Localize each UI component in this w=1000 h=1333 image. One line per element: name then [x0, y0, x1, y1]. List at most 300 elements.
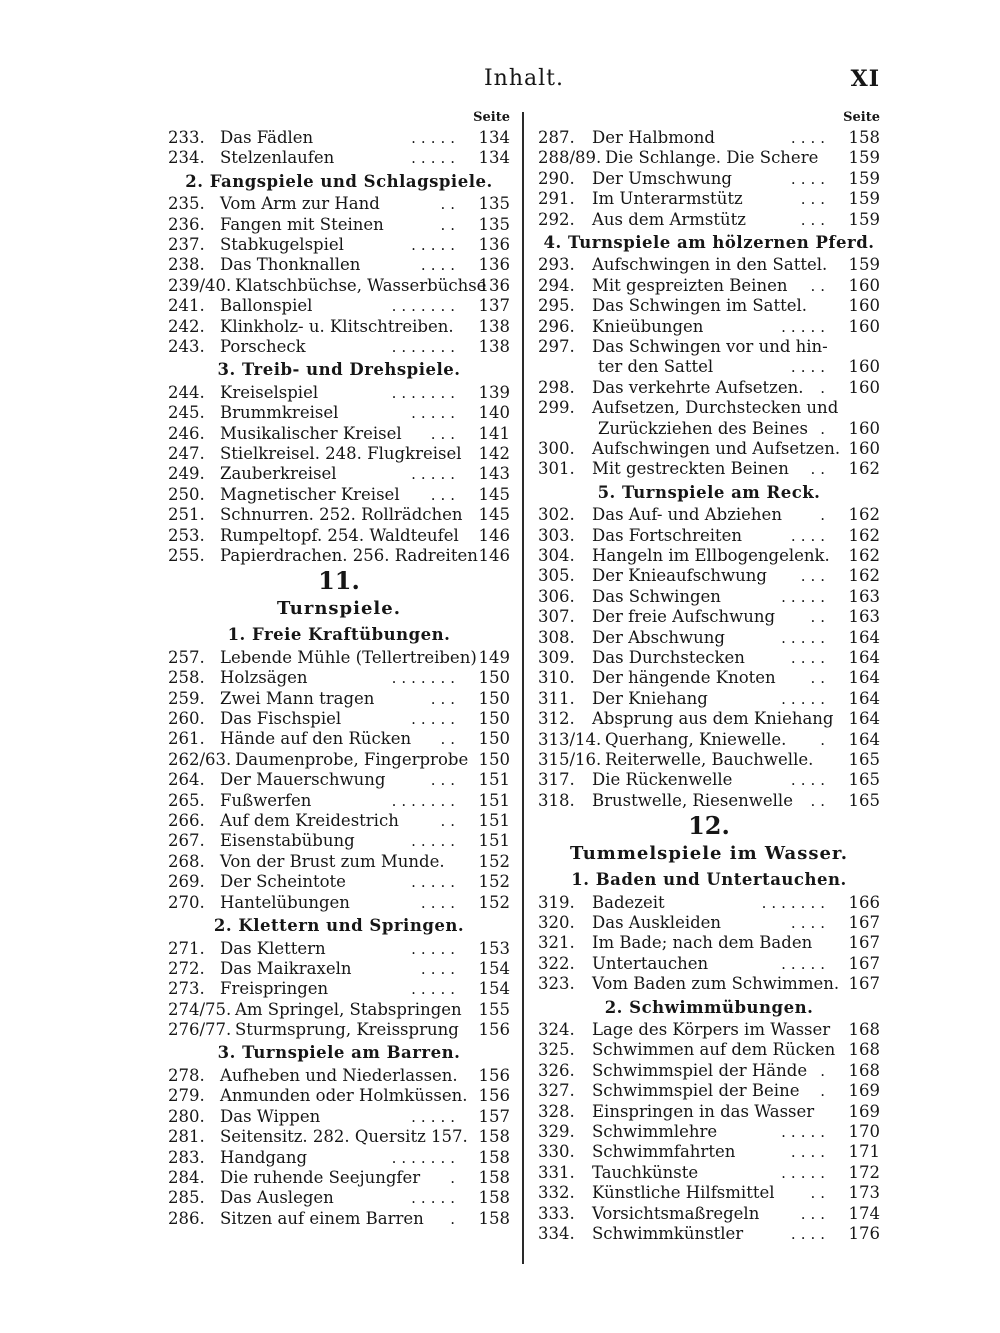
toc-entry	[168, 296, 510, 316]
entry-title: Musikalischer Kreisel	[220, 423, 402, 443]
entry-page: 160	[848, 296, 880, 316]
leader-dots: ..	[810, 460, 830, 479]
entry-number: 238.	[168, 255, 205, 275]
leader-dots: ....	[420, 893, 460, 912]
entry-title: Schwimmfahrten	[592, 1142, 736, 1162]
leader-dots: .....	[411, 710, 460, 729]
entry-page: 171	[848, 1142, 880, 1162]
toc-entry	[168, 148, 510, 168]
toc-entry	[168, 546, 510, 566]
entry-number: 304.	[538, 546, 575, 566]
entry-title: Stelzenlaufen	[220, 148, 335, 168]
entry-number: 270.	[168, 892, 205, 912]
leader-dots: ...	[800, 190, 830, 209]
entry-title: Klinkholz- u. Klitschtreiben.	[220, 316, 454, 336]
entry-number: 264.	[168, 770, 205, 790]
entry-number: 305.	[538, 566, 575, 586]
entry-number: 290.	[538, 168, 575, 188]
entry-number: 319.	[538, 892, 575, 912]
entry-page: 165	[848, 749, 880, 769]
toc-entry	[538, 546, 880, 566]
leader-dots: .	[450, 1168, 460, 1187]
leader-dots: ...	[800, 567, 830, 586]
entry-page: 160	[848, 316, 880, 336]
entry-number: 251.	[168, 505, 205, 525]
entry-number: 333.	[538, 1203, 575, 1223]
entry-page: 136	[478, 235, 510, 255]
entry-page: 134	[478, 148, 510, 168]
entry-number: 244.	[168, 382, 205, 402]
entry-page: 135	[478, 194, 510, 214]
entry-title: Untertauchen	[592, 953, 709, 973]
seite-label: Seite	[843, 110, 880, 125]
toc-entry	[168, 939, 510, 959]
entry-page: 146	[478, 546, 510, 566]
toc-entry	[538, 1122, 880, 1142]
entry-page: 176	[848, 1223, 880, 1243]
entry-page: 152	[478, 851, 510, 871]
entry-number: 234.	[168, 148, 205, 168]
leader-dots: .......	[761, 893, 830, 912]
entry-page: 165	[848, 790, 880, 810]
entry-number: 303.	[538, 525, 575, 545]
entry-title: Der hängende Knoten	[592, 668, 776, 688]
entry-number: 242.	[168, 316, 205, 336]
entry-number: 283.	[168, 1147, 205, 1167]
section-heading: 1. Freie Kraftübungen.	[227, 625, 451, 645]
entry-page: 156	[478, 1086, 510, 1106]
chapter-number: 11.	[318, 566, 360, 596]
entry-title: Reiterwelle, Bauchwelle.	[605, 749, 814, 769]
leader-dots: ....	[790, 169, 830, 188]
entry-title: Vom Arm zur Hand	[220, 194, 380, 214]
entry-number: 247.	[168, 444, 205, 464]
leader-dots: ....	[790, 1224, 830, 1243]
toc-entry	[168, 194, 510, 214]
entry-title: Porscheck	[220, 337, 306, 357]
toc-entry	[538, 668, 880, 688]
entry-number: 241.	[168, 296, 205, 316]
entry-page: 169	[848, 1101, 880, 1121]
entry-title: Am Springel, Stabspringen	[235, 999, 462, 1019]
toc-entry	[168, 811, 510, 831]
entry-number: 262/63.	[168, 749, 232, 769]
entry-page: 154	[478, 958, 510, 978]
entry-title: Absprung aus dem Kniehang	[592, 709, 834, 729]
section-heading: 3. Turnspiele am Barren.	[217, 1043, 461, 1063]
leader-dots: ....	[790, 129, 830, 147]
chapter-number: 12.	[688, 811, 730, 841]
toc-entry	[538, 439, 880, 459]
toc-entry	[538, 317, 880, 337]
entry-page: 164	[848, 729, 880, 749]
entry-page: 160	[848, 275, 880, 295]
entry-number: 328.	[538, 1101, 575, 1121]
toc-entry	[538, 689, 880, 709]
entry-number: 287.	[538, 128, 575, 147]
toc-entry	[168, 1188, 510, 1208]
leader-dots: ....	[790, 914, 830, 932]
entry-page: 146	[478, 525, 510, 545]
entry-number: 250.	[168, 484, 205, 504]
entry-page: 155	[478, 999, 510, 1019]
toc-entry	[538, 398, 880, 418]
entry-number: 308.	[538, 627, 575, 647]
entry-title: Knieübungen	[592, 316, 704, 336]
toc-entry	[538, 526, 880, 546]
entry-page: 174	[848, 1203, 880, 1223]
entry-title: Schwimmspiel der Hände	[592, 1060, 808, 1080]
entry-title: Der freie Aufschwung	[592, 607, 776, 627]
entry-number: 266.	[168, 811, 205, 831]
entry-page: 137	[478, 296, 510, 316]
leader-dots: ...	[800, 1204, 830, 1223]
toc-entry	[168, 403, 510, 423]
leader-dots: .	[820, 419, 830, 438]
toc-entry	[168, 424, 510, 444]
entry-title: Der Mauerschwung	[220, 770, 386, 790]
entry-page: 142	[478, 444, 510, 464]
leader-dots: ..	[810, 1184, 830, 1203]
toc-entry	[168, 668, 510, 688]
entry-title: Handgang	[220, 1147, 308, 1167]
entry-page: 136	[478, 275, 510, 295]
entry-number: 294.	[538, 275, 575, 295]
entry-number: 318.	[538, 790, 575, 810]
entry-page: 156	[478, 1065, 510, 1085]
entry-page: 158	[478, 1208, 510, 1228]
toc-entry	[168, 750, 510, 770]
entry-page: 156	[478, 1020, 510, 1040]
leader-dots: ....	[420, 256, 460, 275]
toc-entry	[538, 628, 880, 648]
toc-entry	[538, 378, 880, 398]
toc-entry	[538, 954, 880, 974]
entry-title: Sitzen auf einem Barren	[220, 1208, 424, 1228]
entry-number: 237.	[168, 235, 205, 255]
entry-title: Holzsägen	[220, 668, 308, 688]
toc-entry	[168, 1148, 510, 1168]
entry-number: 298.	[538, 377, 575, 397]
entry-number: 243.	[168, 337, 205, 357]
toc-entry	[168, 444, 510, 464]
section-heading: 4. Turnspiele am hölzernen Pferd.	[543, 232, 875, 252]
toc-entry	[538, 566, 880, 586]
entry-number: 295.	[538, 296, 575, 316]
toc-entry	[538, 974, 880, 994]
section-heading: 2. Fangspiele und Schlagspiele.	[185, 171, 493, 191]
entry-page: 167	[848, 933, 880, 953]
entry-title: Der Kniehang	[592, 688, 708, 708]
entry-number: 293.	[538, 255, 575, 275]
leader-dots: ....	[790, 358, 830, 377]
entry-title: Künstliche Hilfsmittel	[592, 1183, 775, 1203]
leader-dots: .....	[411, 149, 460, 168]
toc-entry	[168, 128, 510, 148]
entry-page: 152	[478, 872, 510, 892]
entry-title: Fußwerfen	[220, 790, 312, 810]
entry-page: 135	[478, 214, 510, 234]
entry-page: 150	[478, 709, 510, 729]
entry-title: Badezeit	[592, 892, 665, 912]
leader-dots: .....	[781, 689, 830, 708]
toc-entry	[168, 1168, 510, 1188]
entry-title: Das Fortschreiten	[592, 525, 743, 545]
entry-number: 267.	[168, 831, 205, 851]
toc-entry	[168, 276, 510, 296]
entry-page: 162	[848, 505, 880, 525]
entry-title: Schwimmkünstler	[592, 1223, 744, 1243]
entry-number: 299.	[538, 398, 575, 418]
entry-page: 166	[848, 892, 880, 912]
entry-title: Im Bade; nach dem Baden	[592, 933, 813, 953]
entry-title: Rumpeltopf. 254. Waldteufel	[220, 525, 459, 545]
entry-number: 271.	[168, 938, 205, 958]
entry-number: 245.	[168, 403, 205, 423]
toc-entry	[538, 587, 880, 607]
entry-number: 286.	[168, 1208, 205, 1228]
entry-number: 274/75.	[168, 999, 232, 1019]
entry-title: Aus dem Armstütz	[592, 209, 746, 229]
entry-title: Das verkehrte Aufsetzen.	[592, 377, 804, 397]
entry-number: 239/40.	[168, 275, 232, 295]
entry-title: Die Rückenwelle	[592, 770, 733, 790]
entry-page: 164	[848, 668, 880, 688]
leader-dots: ...	[430, 485, 460, 504]
entry-number: 302.	[538, 505, 575, 525]
toc-entry	[168, 337, 510, 357]
entry-title: Schwimmlehre	[592, 1122, 718, 1142]
entry-title: Aufschwingen in den Sattel.	[592, 255, 828, 275]
entry-page: 151	[478, 790, 510, 810]
entry-number: 317.	[538, 770, 575, 790]
toc-entry	[168, 1107, 510, 1127]
entry-page: 151	[478, 770, 510, 790]
toc-entry	[168, 526, 510, 546]
entry-page: 145	[478, 505, 510, 525]
toc-entry	[538, 148, 880, 168]
entry-number: 312.	[538, 709, 575, 729]
toc-entry	[538, 1183, 880, 1203]
entry-number: 276/77.	[168, 1020, 232, 1040]
toc-entry	[538, 459, 880, 479]
entry-title: Zwei Mann tragen	[220, 688, 375, 708]
entry-number: 324.	[538, 1020, 575, 1040]
entry-number: 257.	[168, 647, 205, 667]
entry-number: 322.	[538, 953, 575, 973]
leader-dots: ...	[430, 689, 460, 708]
leader-dots: ..	[810, 276, 830, 295]
entry-page: 160	[848, 418, 880, 438]
entry-page: 159	[848, 168, 880, 188]
section-heading: 3. Treib- und Drehspiele.	[217, 360, 461, 380]
chapter-title: Turnspiele.	[277, 598, 401, 620]
entry-page: 160	[848, 357, 880, 377]
entry-page: 134	[478, 128, 510, 147]
entry-page: 162	[848, 459, 880, 479]
entry-page: 150	[478, 688, 510, 708]
leader-dots: .	[820, 378, 830, 397]
entry-page: 141	[478, 423, 510, 443]
section-heading: 2. Klettern und Springen.	[213, 916, 465, 935]
entry-page: 158	[848, 128, 880, 147]
toc-entry	[168, 791, 510, 811]
entry-number: 269.	[168, 872, 205, 892]
entry-page: 167	[848, 974, 880, 994]
entry-number: 331.	[538, 1162, 575, 1182]
leader-dots: .	[820, 506, 830, 525]
entry-title: Brummkreisel	[220, 403, 339, 423]
running-title: Inhalt.	[483, 66, 564, 91]
entry-page: 153	[478, 938, 510, 958]
toc-entry	[538, 913, 880, 933]
leader-dots: .....	[411, 1189, 460, 1208]
entry-title: Schwimmspiel der Beine	[592, 1081, 800, 1101]
entry-number: 291.	[538, 189, 575, 209]
entry-title: Eisenstabübung	[220, 831, 355, 851]
entry-number: 296.	[538, 316, 575, 336]
toc-entry	[538, 709, 880, 729]
entry-page: 136	[478, 255, 510, 275]
toc-entry	[168, 1086, 510, 1106]
entry-title: Mit gespreizten Beinen	[592, 275, 788, 295]
entry-page: 150	[478, 668, 510, 688]
entry-title: Der Scheintote	[220, 872, 346, 892]
entry-title: Das Fädlen	[220, 128, 314, 147]
entry-number: 265.	[168, 790, 205, 810]
entry-title: Der Umschwung	[592, 168, 732, 188]
entry-title: Daumenprobe, Fingerprobe	[235, 749, 469, 769]
entry-title: Lebende Mühle (Tellertreiben)	[220, 647, 477, 667]
leader-dots: .......	[391, 297, 460, 316]
entry-number: 332.	[538, 1183, 575, 1203]
entry-number: 235.	[168, 194, 205, 214]
entry-page: 163	[848, 607, 880, 627]
entry-title: Aufschwingen und Aufsetzen.	[592, 438, 841, 458]
toc-entry	[538, 255, 880, 275]
entry-number: 301.	[538, 459, 575, 479]
leader-dots: ....	[790, 1143, 830, 1162]
entry-title: Vom Baden zum Schwimmen.	[592, 974, 840, 994]
entry-number: 260.	[168, 709, 205, 729]
page-number: XI	[850, 66, 880, 92]
entry-title: Aufsetzen, Durchstecken und	[592, 398, 839, 418]
entry-page: 164	[848, 709, 880, 729]
entry-title: Fangen mit Steinen	[220, 214, 384, 234]
entry-title: Lage des Körpers im Wasser	[592, 1020, 831, 1040]
entry-title: Das Fischspiel	[220, 709, 342, 729]
entry-number: 236.	[168, 214, 205, 234]
entry-number: 273.	[168, 979, 205, 999]
entry-title: Kreiselspiel	[220, 382, 319, 402]
toc-entry	[168, 505, 510, 525]
entry-title: Magnetischer Kreisel	[220, 484, 400, 504]
leader-dots: ..	[810, 669, 830, 688]
toc-entry	[168, 689, 510, 709]
entry-number: 268.	[168, 851, 205, 871]
leader-dots: .....	[411, 404, 460, 423]
entry-number: 281.	[168, 1127, 205, 1147]
entry-title: Das Schwingen	[592, 586, 721, 606]
entry-title: Der Abschwung	[592, 627, 725, 647]
column-divider	[522, 112, 524, 1264]
leader-dots: .	[820, 1082, 830, 1101]
entry-title: Papierdrachen. 256. Radreiten	[220, 546, 478, 566]
toc-entry	[538, 791, 880, 811]
entry-page: 168	[848, 1040, 880, 1060]
toc-entry	[538, 169, 880, 189]
toc-entry	[168, 648, 510, 668]
toc-entry	[538, 750, 880, 770]
entry-title: Die ruhende Seejungfer	[220, 1167, 421, 1187]
entry-title: Schwimmen auf dem Rücken	[592, 1040, 836, 1060]
entry-page: 168	[848, 1060, 880, 1080]
leader-dots: .....	[781, 954, 830, 973]
entry-page: 143	[478, 464, 510, 484]
leader-dots: ..	[810, 608, 830, 627]
entry-number: 259.	[168, 688, 205, 708]
leader-dots: .....	[411, 236, 460, 255]
entry-title: Ballonspiel	[220, 296, 313, 316]
leader-dots: .......	[391, 338, 460, 357]
toc-entry	[538, 607, 880, 627]
entry-title: Klatschbüchse, Wasserbüchse	[235, 275, 487, 295]
entry-number: 329.	[538, 1122, 575, 1142]
entry-title: Aufheben und Niederlassen.	[220, 1065, 458, 1085]
entry-number: 255.	[168, 546, 205, 566]
entry-title: ter den Sattel	[598, 357, 714, 377]
entry-title: Brustwelle, Riesenwelle	[592, 790, 793, 810]
toc-entry	[168, 831, 510, 851]
toc-entry	[538, 505, 880, 525]
toc-entry	[168, 1066, 510, 1086]
entry-page: 145	[478, 484, 510, 504]
toc-entry	[538, 128, 880, 148]
entry-title: Von der Brust zum Munde.	[220, 851, 445, 871]
entry-number: 323.	[538, 974, 575, 994]
toc-entry	[168, 1209, 510, 1229]
entry-page: 159	[848, 209, 880, 229]
entry-title: Der Knieaufschwung	[592, 566, 767, 586]
leader-dots: .......	[391, 669, 460, 688]
entry-page: 168	[848, 1020, 880, 1040]
entry-number: 300.	[538, 438, 575, 458]
entry-page: 149	[478, 647, 510, 667]
entry-page: 158	[478, 1167, 510, 1187]
leader-dots: .....	[411, 873, 460, 892]
leader-dots: ....	[790, 771, 830, 790]
toc-entry	[538, 189, 880, 209]
toc-entry	[538, 337, 880, 357]
leader-dots: .......	[391, 791, 460, 810]
toc-entry	[538, 1040, 880, 1060]
entry-number: 327.	[538, 1081, 575, 1101]
toc-entry	[168, 1127, 510, 1147]
toc-entry	[168, 1020, 510, 1040]
entry-number: 280.	[168, 1106, 205, 1126]
entry-number: 278.	[168, 1065, 205, 1085]
section-heading: 1. Baden und Untertauchen.	[571, 870, 847, 890]
entry-title: Schnurren. 252. Rollrädchen	[220, 505, 463, 525]
leader-dots: ...	[430, 424, 460, 443]
entry-number: 233.	[168, 128, 205, 147]
toc-entry	[538, 770, 880, 790]
leader-dots: .	[450, 1209, 460, 1228]
toc-entry	[168, 770, 510, 790]
leader-dots: .....	[781, 587, 830, 606]
entry-number: 321.	[538, 933, 575, 953]
entry-title: Sturmsprung, Kreissprung	[235, 1020, 459, 1040]
